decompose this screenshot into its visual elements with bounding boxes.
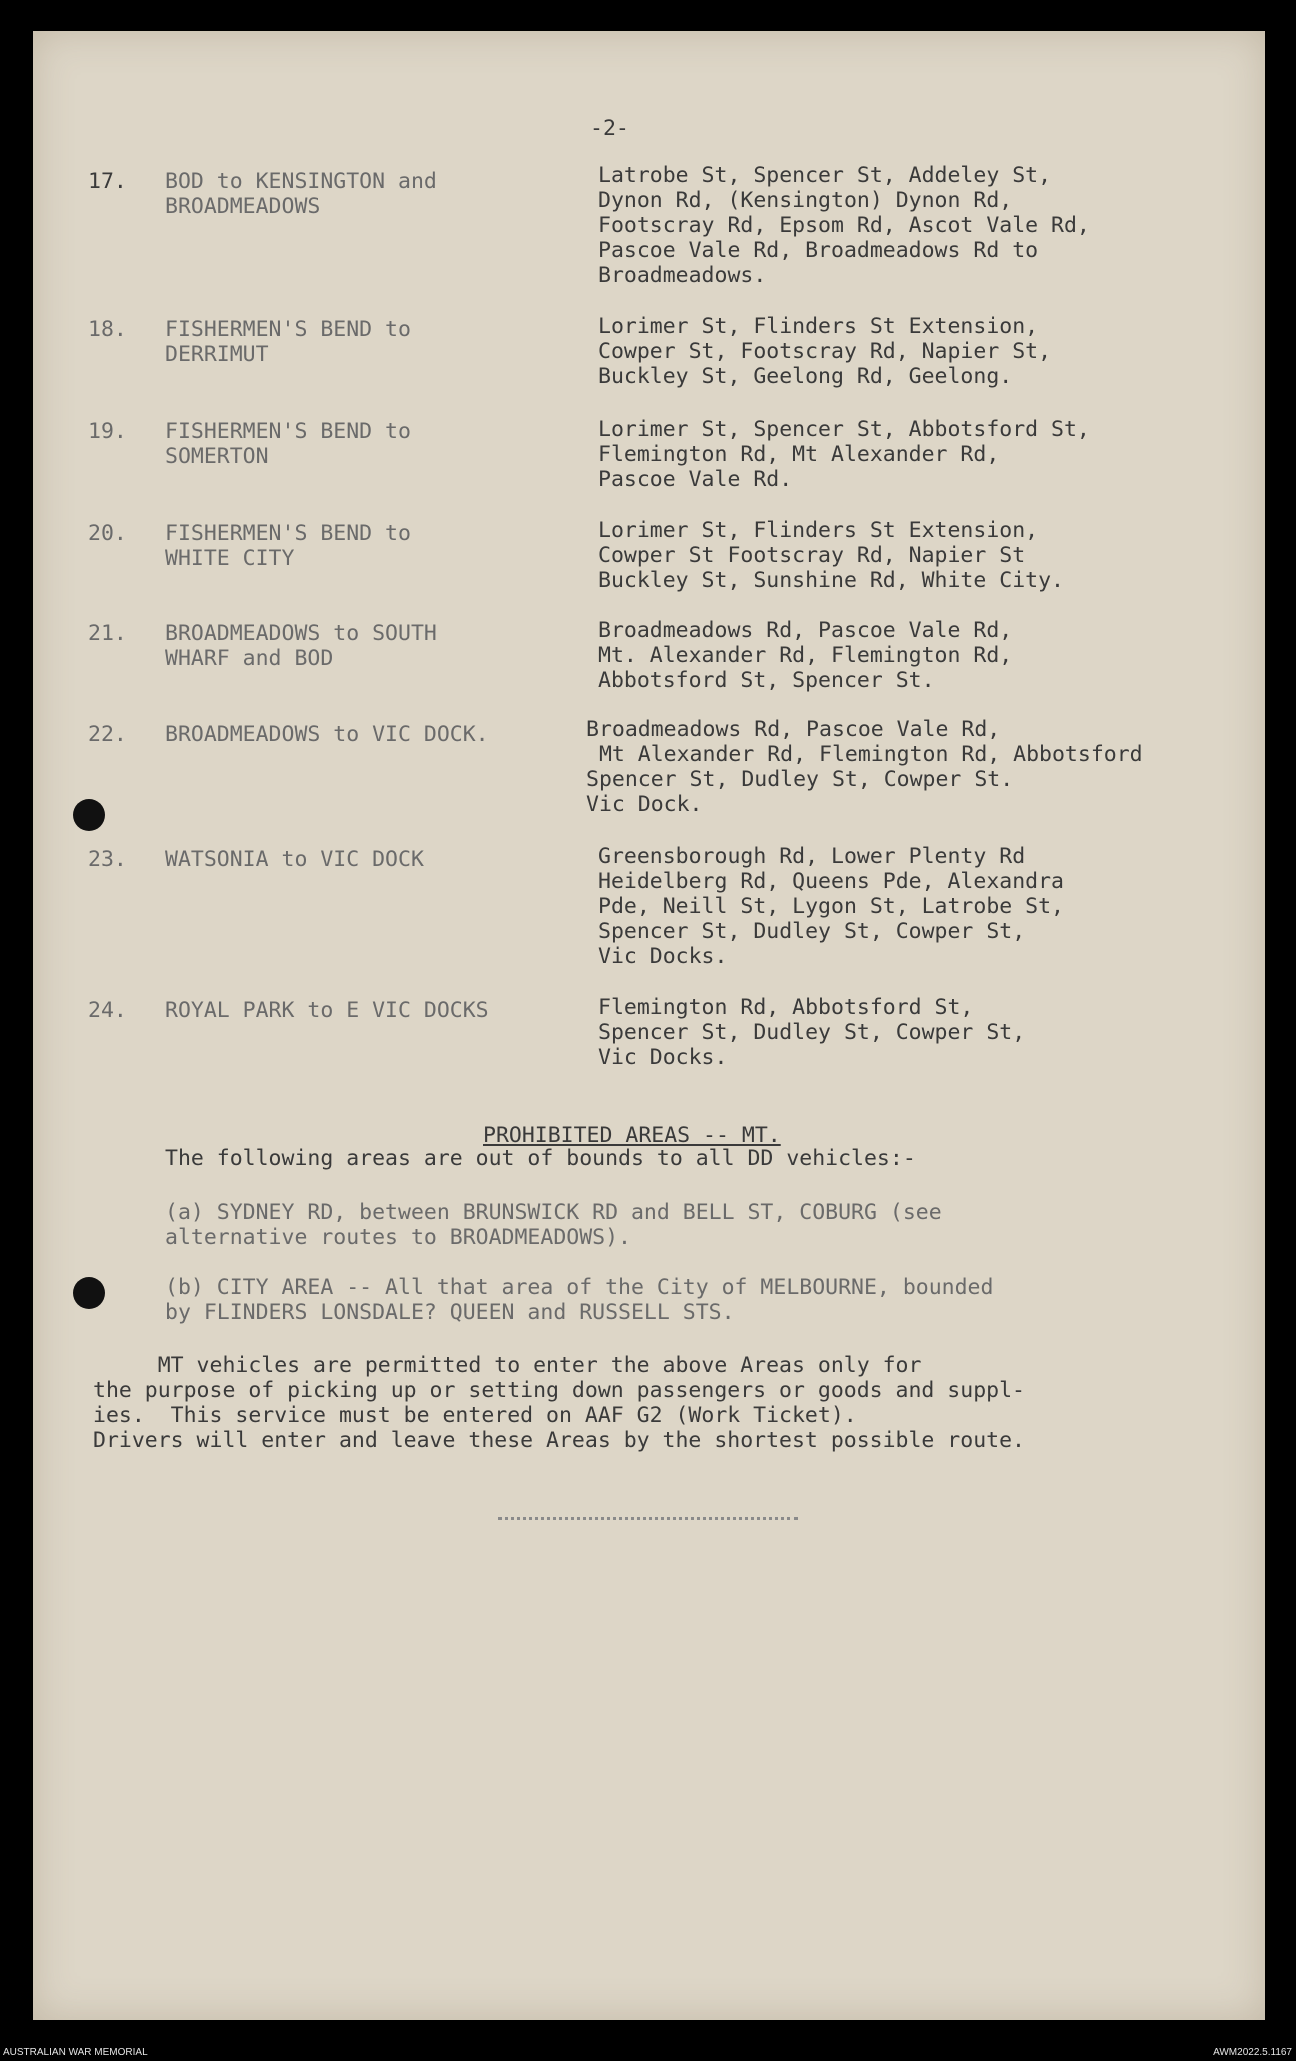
entry-title: ROYAL PARK to E VIC DOCKS	[165, 998, 489, 1023]
document-page	[33, 31, 1265, 2020]
footer-reference: AWM2022.5.1167	[1213, 2047, 1292, 2058]
separator-line	[498, 1517, 798, 1520]
page-number: -2-	[590, 116, 629, 141]
entry-title: FISHERMEN'S BEND to SOMERTON	[165, 419, 411, 469]
entry-number: 21.	[88, 621, 127, 646]
entry-title: BROADMEADOWS to SOUTH WHARF and BOD	[165, 621, 437, 671]
punch-hole-top	[73, 799, 105, 831]
entry-title: FISHERMEN'S BEND to WHITE CITY	[165, 521, 411, 571]
prohibited-note: MT vehicles are permitted to enter the above Areas only for the purpose of picking up or setting down passengers or goods and suppl- ies. This service must be entered on AAF G2 (Work Ticket). Drivers will enter and leave these Areas by the shortest possible route.	[93, 1353, 1025, 1453]
entry-route: Greensborough Rd, Lower Plenty Rd Heidelberg Rd, Queens Pde, Alexandra Pde, Neill St, Lygon St, Latrobe St, Spencer St, Dudley St, Cowper St, Vic Docks.	[598, 844, 1064, 969]
footer-source: AUSTRALIAN WAR MEMORIAL	[3, 2047, 148, 2058]
entry-number: 23.	[88, 847, 127, 872]
entry-number: 20.	[88, 521, 127, 546]
entry-route: Lorimer St, Flinders St Extension, Cowper St, Footscray Rd, Napier St, Buckley St, Geelong Rd, Geelong.	[598, 314, 1052, 389]
entry-route: Latrobe St, Spencer St, Addeley St, Dynon Rd, (Kensington) Dynon Rd, Footscray Rd, Epsom Rd, Ascot Vale Rd, Pascoe Vale Rd, Broadmeadows Rd to Broadmeadows.	[598, 163, 1090, 288]
entry-title: BROADMEADOWS to VIC DOCK.	[165, 722, 489, 747]
entry-route: Broadmeadows Rd, Pascoe Vale Rd, Mt Alexander Rd, Flemington Rd, Abbotsford Spencer St, Dudley St, Cowper St. Vic Dock.	[586, 717, 1143, 817]
prohibited-item-b: (b) CITY AREA -- All that area of the City of MELBOURNE, bounded by FLINDERS LONSDALE? QUEEN and RUSSELL STS.	[165, 1275, 994, 1325]
section-heading: PROHIBITED AREAS -- MT.	[483, 1123, 781, 1148]
entry-route: Lorimer St, Flinders St Extension, Cowper St Footscray Rd, Napier St Buckley St, Sunshine Rd, White City.	[598, 518, 1064, 593]
entry-number: 22.	[88, 722, 127, 747]
entry-number: 17.	[88, 169, 127, 194]
entry-route: Broadmeadows Rd, Pascoe Vale Rd, Mt. Alexander Rd, Flemington Rd, Abbotsford St, Spencer St.	[598, 618, 1013, 693]
entry-route: Lorimer St, Spencer St, Abbotsford St, Flemington Rd, Mt Alexander Rd, Pascoe Vale Rd.	[598, 417, 1090, 492]
punch-hole-bottom	[73, 1277, 105, 1309]
entry-number: 18.	[88, 317, 127, 342]
entry-number: 19.	[88, 419, 127, 444]
entry-number: 24.	[88, 998, 127, 1023]
entry-title: FISHERMEN'S BEND to DERRIMUT	[165, 317, 411, 367]
entry-title: BOD to KENSINGTON and BROADMEADOWS	[165, 169, 437, 219]
entry-route: Flemington Rd, Abbotsford St, Spencer St, Dudley St, Cowper St, Vic Docks.	[598, 995, 1026, 1070]
entry-title: WATSONIA to VIC DOCK	[165, 847, 424, 872]
prohibited-intro: The following areas are out of bounds to all DD vehicles:-	[165, 1146, 916, 1171]
prohibited-item-a: (a) SYDNEY RD, between BRUNSWICK RD and BELL ST, COBURG (see alternative routes to BROADMEADOWS).	[165, 1200, 942, 1250]
